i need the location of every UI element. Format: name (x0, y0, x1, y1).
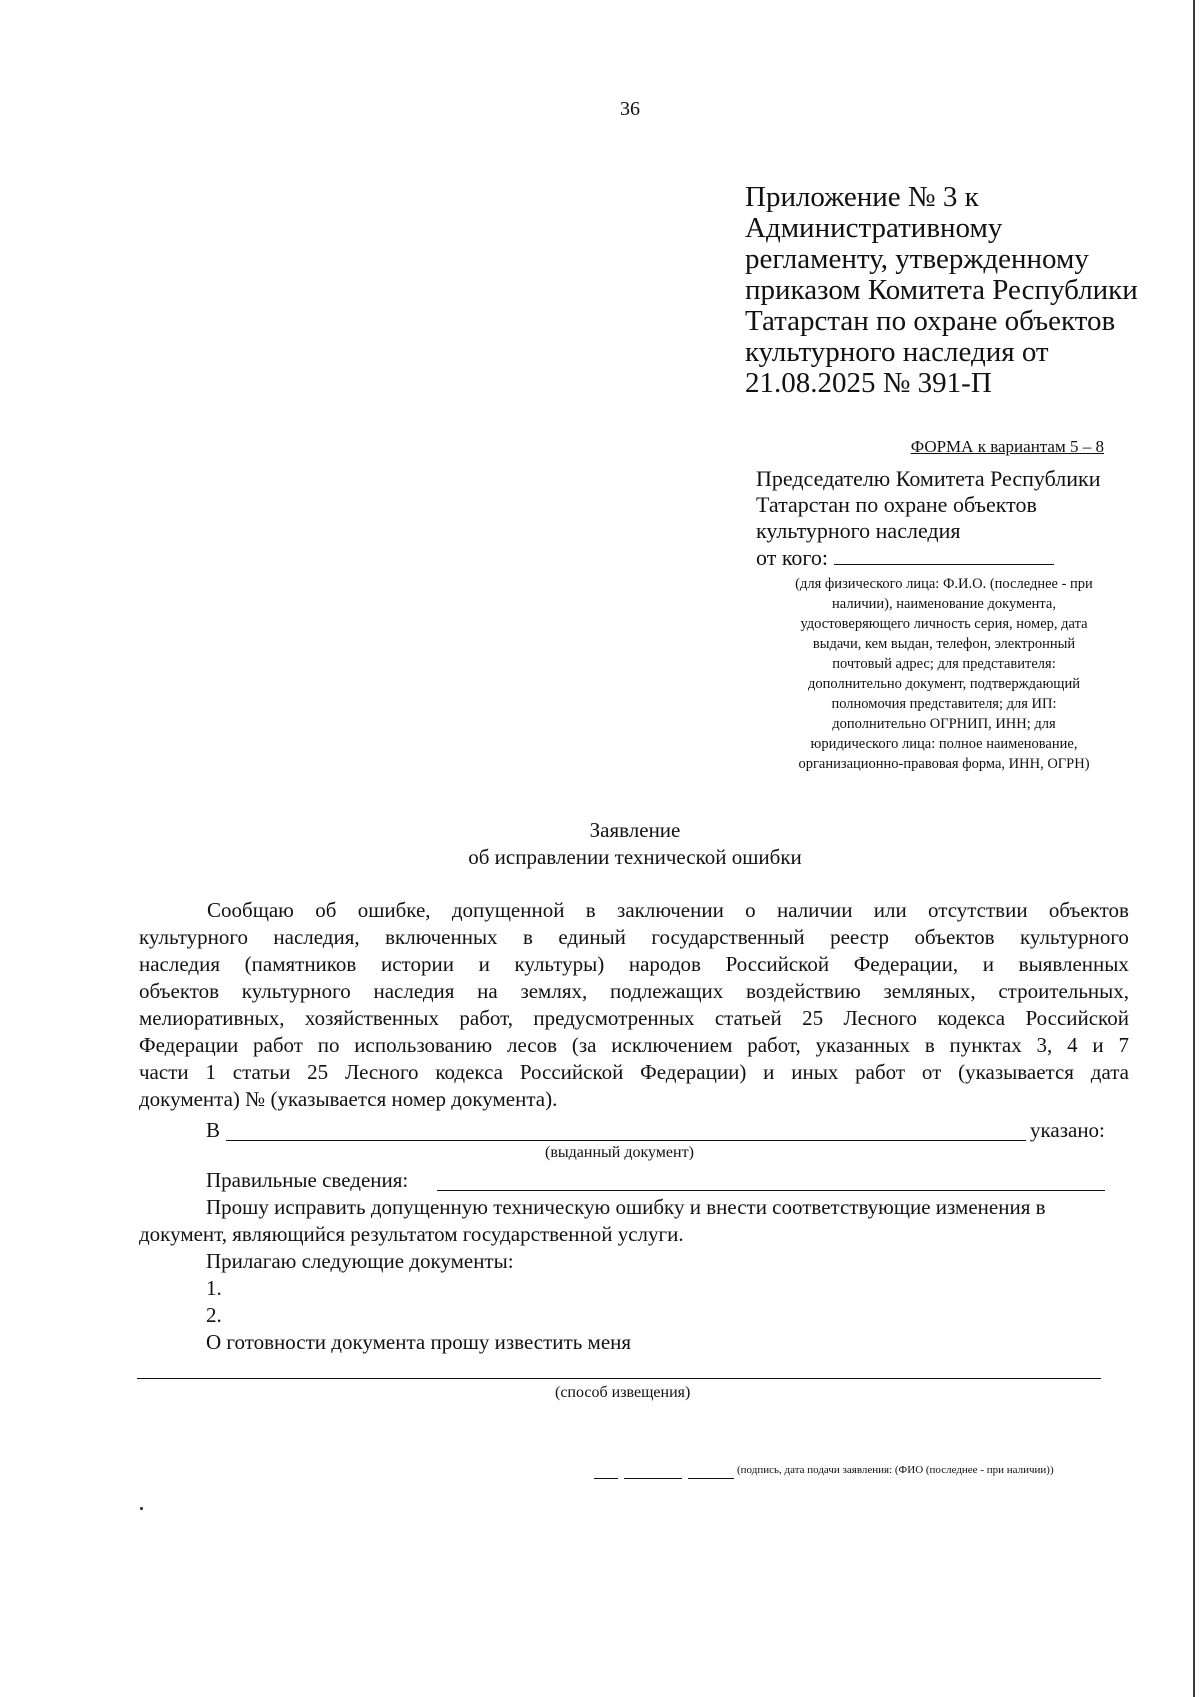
paragraph-word: подлежащих (609, 979, 724, 1003)
paragraph-line (139, 897, 1129, 924)
paragraph-word: работ, (747, 1033, 801, 1057)
paragraph-word: мелиоративных, (139, 1006, 285, 1030)
in-prefix: В (206, 1118, 221, 1142)
hint-line: юридического лица: полное наименование, (810, 736, 1078, 752)
paragraph-word: Лесного (843, 1006, 918, 1030)
notify-method-label: (способ извещения) (555, 1384, 691, 1401)
paragraph-word: землях, (520, 979, 588, 1003)
hint-line: организационно-правовая форма, ИНН, ОГРН) (798, 756, 1090, 772)
paragraph-word: воздействию (746, 979, 861, 1003)
appendix-line: 21.08.2025 № 391-П (745, 367, 992, 399)
paragraph-word: 3, (1036, 1033, 1053, 1057)
paragraph-word: работ (855, 1060, 906, 1084)
paragraph-word: культурного (139, 925, 248, 949)
paragraph-word: части (139, 1060, 189, 1084)
hint-line: наличии), наименование документа, (832, 596, 1056, 612)
paragraph-word: земляных, (883, 979, 976, 1003)
paragraph-word: Российской (519, 1060, 624, 1084)
request-line: Прошу исправить допущенную техническую ошибку и внести соответствующие изменения в (206, 1195, 1046, 1219)
appendix-line: культурного наследия от (745, 336, 1049, 368)
addressee-line: Татарстан по охране объектов (756, 492, 1037, 517)
paragraph-word: наследия, (273, 925, 360, 949)
hint-line: почтовый адрес; для представителя: (832, 656, 1056, 672)
paragraph-word: по (317, 1033, 340, 1057)
hint-line: удостоверяющего личность серия, номер, дата (800, 616, 1088, 632)
paragraph-word: указанных (815, 1033, 910, 1057)
paragraph-line (139, 924, 1129, 951)
from-label: от кого: (756, 545, 828, 570)
notify-method-field-line[interactable] (137, 1378, 1101, 1379)
from-row (756, 544, 1156, 571)
paragraph-text: документа) № (указывается номер документа). (139, 1087, 558, 1111)
paragraph-word: наследия (373, 979, 455, 1003)
paragraph-word: единый (558, 925, 626, 949)
paragraph-word: статьей (714, 1006, 782, 1030)
addressee-line: культурного наследия (756, 518, 961, 543)
paragraph-word: и (763, 1060, 775, 1084)
signature-caption: (подпись, дата подачи заявления: (ФИО (последнее - при наличии)) (737, 1464, 1054, 1476)
document-subtitle: об исправлении технической ошибки (468, 845, 802, 869)
issued-document-label: (выданный документ) (545, 1144, 694, 1161)
paragraph-word: 7 (1118, 1033, 1129, 1057)
paragraph-word: объектов (1048, 898, 1129, 922)
paragraph-line (139, 978, 1129, 1005)
addressee-block (756, 466, 1156, 571)
paragraph-word: ошибке, (357, 898, 431, 922)
stray-dot (140, 1507, 143, 1510)
hint-line: полномочия представителя; для ИП: (831, 696, 1057, 712)
hint-line: дополнительно ОГРНИП, ИНН; для (832, 716, 1056, 732)
applicant-hint (760, 574, 1128, 774)
appendix-reference (745, 182, 1175, 399)
correct-info-label: Правильные сведения: (206, 1168, 409, 1192)
paragraph-word: истории (381, 952, 454, 976)
paragraph-word: лесов (506, 1033, 558, 1057)
attachment-item-1[interactable]: 1. (206, 1276, 222, 1300)
hint-line: дополнительно документ, подтверждающий (808, 676, 1080, 692)
paragraph-word: включенных (385, 925, 498, 949)
paragraph-word: и (478, 952, 490, 976)
paragraph-word: Федерации, (853, 952, 959, 976)
correct-info-field-line[interactable] (437, 1190, 1105, 1191)
paragraph-word: народов (628, 952, 701, 976)
paragraph-word: дата (1090, 1060, 1129, 1084)
from-field-line[interactable] (834, 544, 1054, 565)
paragraph-word: в (585, 898, 596, 922)
paragraph-word: (за (571, 1033, 597, 1057)
paragraph-word: или (873, 898, 907, 922)
hint-line: выдачи, кем выдан, телефон, электронный (812, 636, 1076, 652)
paragraph-line (139, 1059, 1129, 1086)
hint-line: (для физического лица: Ф.И.О. (последнее - при (795, 576, 1093, 592)
paragraph-word: 1 (205, 1060, 216, 1084)
paragraph-word: наличии (776, 898, 853, 922)
paragraph-word: заключении (617, 898, 724, 922)
paragraph-word: наследия (139, 952, 220, 976)
paragraph-line (139, 951, 1129, 978)
signature-line-part[interactable] (594, 1478, 618, 1479)
paragraph-word: 25 (802, 1006, 824, 1030)
paragraph-word: в (523, 925, 533, 949)
paragraph-word: предусмотренных (533, 1006, 695, 1030)
paragraph-word: от (921, 1060, 942, 1084)
form-variant-label: ФОРМА к вариантам 5 – 8 (910, 437, 1104, 456)
paragraph-word: Сообщаю (207, 898, 294, 922)
paragraph-word: Российской (725, 952, 830, 976)
page-number: 36 (620, 98, 640, 120)
paragraph-word: статьи (232, 1060, 291, 1084)
request-line: документ, являющийся результатом государственной услуги. (139, 1222, 684, 1246)
paragraph-line (139, 1032, 1129, 1059)
paragraph-word: о (745, 898, 756, 922)
paragraph-word: и (1092, 1033, 1104, 1057)
paragraph-word: хозяйственных (304, 1006, 440, 1030)
paragraph-word: Лесного (344, 1060, 419, 1084)
appendix-line: регламенту, утвержденному (745, 243, 1089, 275)
paragraph-word: (указывается (958, 1060, 1074, 1084)
paragraph-word: в (924, 1033, 935, 1057)
paragraph-word: использованию (354, 1033, 493, 1057)
paragraph-word: культуры) (514, 952, 605, 976)
paragraph-line (139, 1005, 1129, 1032)
paragraph-word: и (982, 952, 995, 976)
paragraph-word: кодекса (937, 1006, 1006, 1030)
attachments-label: Прилагаю следующие документы: (206, 1249, 514, 1273)
appendix-line: Административному (745, 212, 1003, 244)
paragraph-word: об (315, 898, 337, 922)
paragraph-word: на (477, 979, 498, 1003)
paragraph-word: допущенной (451, 898, 565, 922)
attachment-item-2[interactable]: 2. (206, 1303, 222, 1327)
signature-line-part[interactable] (624, 1478, 682, 1479)
addressee-line: Председателю Комитета Республики (756, 466, 1101, 491)
paragraph-word: исключением (611, 1033, 733, 1057)
document-title: Заявление (589, 818, 681, 842)
paragraph-word: 4 (1067, 1033, 1078, 1057)
paragraph-line (139, 1086, 1129, 1113)
paragraph-word: государственный (651, 925, 805, 949)
signature-line-part[interactable] (688, 1478, 734, 1479)
issued-document-field-line[interactable] (226, 1140, 1026, 1141)
appendix-line: Татарстан по охране объектов (745, 305, 1116, 337)
paragraph-word: объектов (139, 979, 220, 1003)
paragraph-word: строительных, (998, 979, 1129, 1003)
paragraph-word: Федерации) (640, 1060, 747, 1084)
paragraph-word: пунктах (949, 1033, 1022, 1057)
paragraph-word: объектов (914, 925, 995, 949)
appendix-line: Приложение № 3 к (745, 181, 979, 213)
paragraph-word: отсутствии (928, 898, 1028, 922)
paragraph-word: реестр (830, 925, 889, 949)
paragraph-word: работ, (459, 1006, 513, 1030)
paragraph-word: культурного (1019, 925, 1129, 949)
paragraph-word: (памятников (244, 952, 357, 976)
paragraph-word: Российской (1025, 1006, 1129, 1030)
appendix-line: приказом Комитета Республики (745, 274, 1138, 306)
paragraph-word: 25 (307, 1060, 329, 1084)
paragraph-word: кодекса (435, 1060, 504, 1084)
paragraph-word: работ (253, 1033, 303, 1057)
paragraph-word: Федерации (139, 1033, 239, 1057)
notify-label: О готовности документа прошу известить меня (206, 1330, 632, 1354)
in-suffix: указано: (1030, 1118, 1105, 1142)
paragraph-word: иных (791, 1060, 839, 1084)
paragraph-word: культурного (241, 979, 351, 1003)
paragraph-word: выявленных (1018, 952, 1129, 976)
error-report-paragraph (139, 897, 1129, 1113)
